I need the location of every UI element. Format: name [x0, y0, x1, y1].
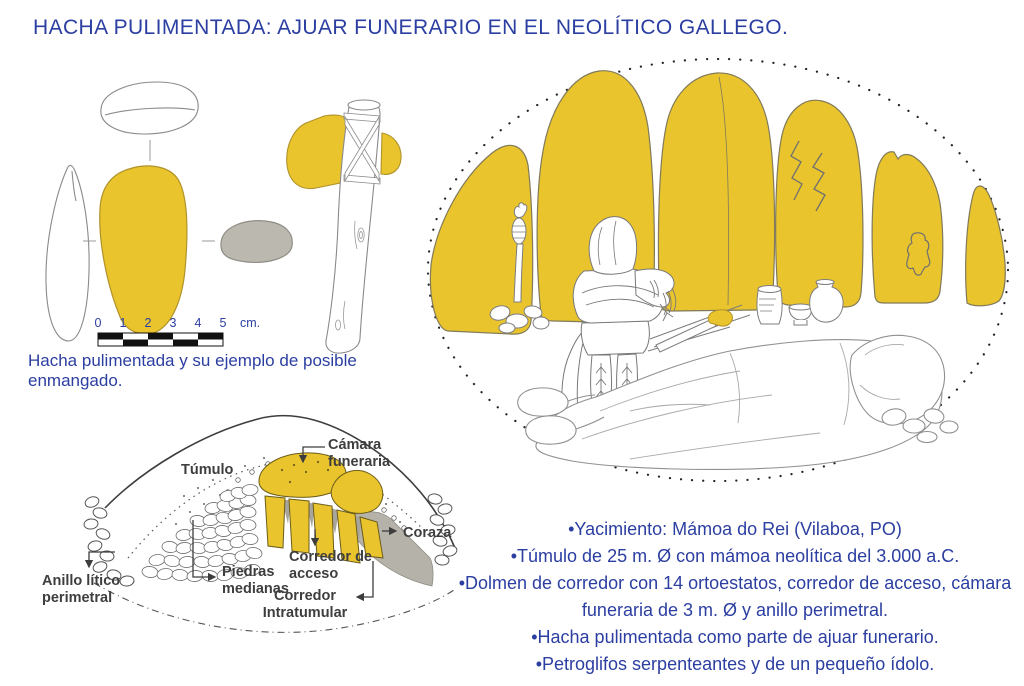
page-title: HACHA PULIMENTADA: AJUAR FUNERARIO EN EL NEOLÍTICO GALLEGO.	[33, 16, 789, 39]
hafted-axe	[287, 100, 401, 353]
axe-illustration-panel	[25, 73, 425, 373]
label-anillo-litico: Anillo lítico perimetral	[42, 573, 121, 607]
label-coraza: Coraza	[403, 525, 452, 541]
note-dolmen: •Dolmen de corredor con 14 ortoestatos, corredor de acceso, cámara funeraria de 3 m. Ø y anillo perimetral.	[458, 573, 1012, 620]
label-camara-funeraria: Cámara funeraria	[328, 437, 391, 471]
svg-text:cm.: cm.	[240, 316, 261, 330]
label-corredor-de-acceso: Corredor de acceso	[289, 549, 372, 583]
axe-side-view	[46, 165, 89, 341]
svg-text:2: 2	[144, 316, 152, 330]
label-piedras-medianas: Piedras medianas	[222, 564, 289, 598]
scale-bar	[95, 316, 261, 346]
axe-section-view	[221, 221, 292, 263]
burial-scene	[420, 55, 1020, 485]
label-tumulo: Túmulo	[181, 462, 234, 478]
note-yacimiento: •Yacimiento: Mámoa do Rei (Vilaboa, PO)	[568, 519, 902, 539]
site-notes	[455, 516, 1015, 678]
svg-text:3: 3	[169, 316, 177, 330]
svg-text:5: 5	[219, 316, 227, 330]
axe-front-view	[100, 166, 187, 334]
svg-text:4: 4	[194, 316, 202, 330]
svg-text:1: 1	[119, 316, 127, 330]
axe-caption: Hacha pulimentada y su ejemplo de posible enmangado.	[28, 351, 357, 390]
shrouded-body	[518, 335, 958, 469]
note-hacha: •Hacha pulimentada como parte de ajuar funerario.	[531, 627, 939, 647]
note-tumulo: •Túmulo de 25 m. Ø con mámoa neolítica del 3.000 a.C.	[510, 546, 960, 566]
label-corredor-intratumular: Corredor Intratumular	[262, 588, 348, 622]
axe-top-view	[101, 82, 198, 134]
note-petroglifos: •Petroglifos serpenteantes y de un pequeño ídolo.	[535, 654, 935, 674]
svg-text:0: 0	[94, 316, 102, 330]
